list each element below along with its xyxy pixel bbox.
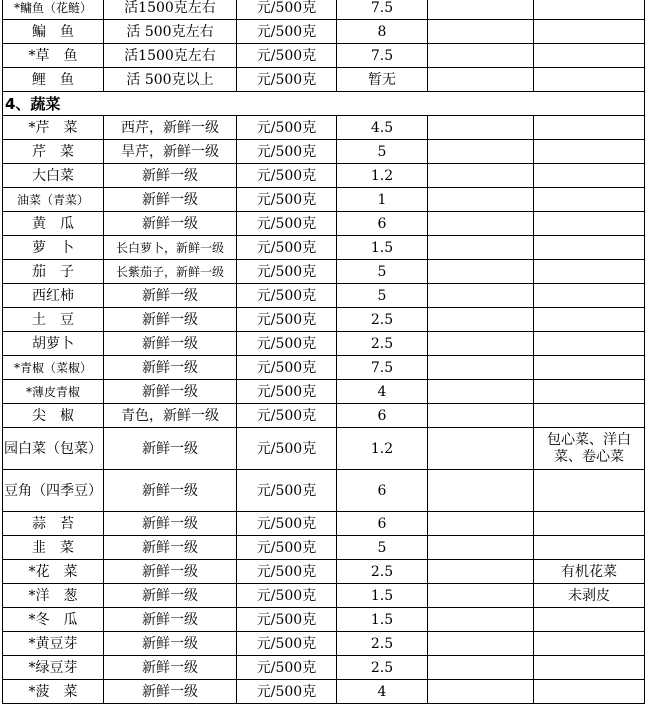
blank-cell bbox=[428, 308, 534, 332]
item-name-cell: 园白菜（包菜） bbox=[3, 428, 104, 470]
spec-cell: 活1500克左右 bbox=[104, 44, 237, 68]
notes-cell bbox=[534, 164, 645, 188]
notes-cell bbox=[534, 608, 645, 632]
notes-cell bbox=[534, 308, 645, 332]
notes-cell bbox=[534, 680, 645, 704]
price-cell: 7.5 bbox=[337, 44, 428, 68]
notes-cell bbox=[534, 512, 645, 536]
item-name-cell: 黄 瓜 bbox=[3, 212, 104, 236]
spec-cell: 新鲜一级 bbox=[104, 284, 237, 308]
unit-cell: 元/500克 bbox=[237, 236, 337, 260]
item-name-cell: 茄 子 bbox=[3, 260, 104, 284]
blank-cell bbox=[428, 332, 534, 356]
blank-cell bbox=[428, 380, 534, 404]
blank-cell bbox=[428, 284, 534, 308]
spec-cell: 新鲜一级 bbox=[104, 356, 237, 380]
price-cell: 4 bbox=[337, 680, 428, 704]
item-name-cell: *冬 瓜 bbox=[3, 608, 104, 632]
spec-cell: 新鲜一级 bbox=[104, 428, 237, 470]
price-cell: 1.2 bbox=[337, 428, 428, 470]
unit-cell: 元/500克 bbox=[237, 0, 337, 20]
table-row bbox=[3, 236, 645, 260]
spec-cell: 新鲜一级 bbox=[104, 470, 237, 512]
price-cell: 6 bbox=[337, 470, 428, 512]
item-name-cell: 韭 菜 bbox=[3, 536, 104, 560]
blank-cell bbox=[428, 560, 534, 584]
notes-cell bbox=[534, 380, 645, 404]
price-cell: 6 bbox=[337, 404, 428, 428]
price-cell: 2.5 bbox=[337, 308, 428, 332]
item-name-cell: *菠 菜 bbox=[3, 680, 104, 704]
spec-cell: 新鲜一级 bbox=[104, 680, 237, 704]
price-cell: 1.5 bbox=[337, 584, 428, 608]
table-row bbox=[3, 188, 645, 212]
notes-cell bbox=[534, 332, 645, 356]
table-row bbox=[3, 164, 645, 188]
table-row bbox=[3, 470, 645, 512]
notes-cell bbox=[534, 236, 645, 260]
unit-cell: 元/500克 bbox=[237, 44, 337, 68]
spec-cell: 新鲜一级 bbox=[104, 584, 237, 608]
notes-cell: 未剥皮 bbox=[534, 584, 645, 608]
unit-cell: 元/500克 bbox=[237, 260, 337, 284]
blank-cell bbox=[428, 428, 534, 470]
price-cell: 5 bbox=[337, 284, 428, 308]
notes-cell bbox=[534, 20, 645, 44]
item-name-cell: *鳙鱼（花鲢） bbox=[3, 0, 104, 20]
blank-cell bbox=[428, 164, 534, 188]
notes-cell bbox=[534, 656, 645, 680]
unit-cell: 元/500克 bbox=[237, 632, 337, 656]
notes-cell: 包心菜、洋白菜、卷心菜 bbox=[534, 428, 645, 470]
item-name-cell: 萝 卜 bbox=[3, 236, 104, 260]
blank-cell bbox=[428, 260, 534, 284]
blank-cell bbox=[428, 20, 534, 44]
notes-cell bbox=[534, 284, 645, 308]
unit-cell: 元/500克 bbox=[237, 512, 337, 536]
notes-cell bbox=[534, 140, 645, 164]
price-cell: 1 bbox=[337, 188, 428, 212]
price-cell: 1.5 bbox=[337, 608, 428, 632]
unit-cell: 元/500克 bbox=[237, 140, 337, 164]
notes-cell bbox=[534, 470, 645, 512]
item-name-cell: 土 豆 bbox=[3, 308, 104, 332]
item-name-cell: *薄皮青椒 bbox=[3, 380, 104, 404]
price-cell: 2.5 bbox=[337, 332, 428, 356]
price-cell: 5 bbox=[337, 536, 428, 560]
notes-cell: 有机花菜 bbox=[534, 560, 645, 584]
unit-cell: 元/500克 bbox=[237, 428, 337, 470]
table-row bbox=[3, 212, 645, 236]
table-row bbox=[3, 68, 645, 92]
spec-cell: 新鲜一级 bbox=[104, 560, 237, 584]
table-row bbox=[3, 680, 645, 704]
item-name-cell: *青椒（菜椒） bbox=[3, 356, 104, 380]
spec-cell: 新鲜一级 bbox=[104, 332, 237, 356]
blank-cell bbox=[428, 356, 534, 380]
price-cell: 7.5 bbox=[337, 356, 428, 380]
blank-cell bbox=[428, 188, 534, 212]
spec-cell: 活 500克左右 bbox=[104, 20, 237, 44]
unit-cell: 元/500克 bbox=[237, 188, 337, 212]
blank-cell bbox=[428, 44, 534, 68]
item-name-cell: 西红柿 bbox=[3, 284, 104, 308]
table-row bbox=[3, 332, 645, 356]
blank-cell bbox=[428, 536, 534, 560]
table-row bbox=[3, 632, 645, 656]
spec-cell: 新鲜一级 bbox=[104, 656, 237, 680]
unit-cell: 元/500克 bbox=[237, 560, 337, 584]
item-name-cell: *草 鱼 bbox=[3, 44, 104, 68]
table-row bbox=[3, 584, 645, 608]
blank-cell bbox=[428, 140, 534, 164]
item-name-cell: 蒜 苔 bbox=[3, 512, 104, 536]
table-row bbox=[3, 20, 645, 44]
item-name-cell: *黄豆芽 bbox=[3, 632, 104, 656]
item-name-cell: *绿豆芽 bbox=[3, 656, 104, 680]
notes-cell bbox=[534, 0, 645, 20]
spec-cell: 青色，新鲜一级 bbox=[104, 404, 237, 428]
unit-cell: 元/500克 bbox=[237, 380, 337, 404]
table-row bbox=[3, 608, 645, 632]
spec-cell: 长紫茄子，新鲜一级 bbox=[104, 260, 237, 284]
price-cell: 5 bbox=[337, 260, 428, 284]
blank-cell bbox=[428, 68, 534, 92]
price-cell: 8 bbox=[337, 20, 428, 44]
price-cell: 2.5 bbox=[337, 560, 428, 584]
spec-cell: 西芹，新鲜一级 bbox=[104, 116, 237, 140]
notes-cell bbox=[534, 44, 645, 68]
spec-cell: 活1500克左右 bbox=[104, 0, 237, 20]
blank-cell bbox=[428, 680, 534, 704]
spec-cell: 新鲜一级 bbox=[104, 212, 237, 236]
table-row bbox=[3, 428, 645, 470]
notes-cell bbox=[534, 536, 645, 560]
unit-cell: 元/500克 bbox=[237, 404, 337, 428]
blank-cell bbox=[428, 632, 534, 656]
price-cell: 暂无 bbox=[337, 68, 428, 92]
unit-cell: 元/500克 bbox=[237, 608, 337, 632]
blank-cell bbox=[428, 404, 534, 428]
blank-cell bbox=[428, 656, 534, 680]
unit-cell: 元/500克 bbox=[237, 356, 337, 380]
blank-cell bbox=[428, 512, 534, 536]
unit-cell: 元/500克 bbox=[237, 116, 337, 140]
notes-cell bbox=[534, 632, 645, 656]
price-cell: 7.5 bbox=[337, 0, 428, 20]
item-name-cell: *芹 菜 bbox=[3, 116, 104, 140]
blank-cell bbox=[428, 236, 534, 260]
spec-cell: 新鲜一级 bbox=[104, 188, 237, 212]
price-cell: 2.5 bbox=[337, 656, 428, 680]
table-row bbox=[3, 656, 645, 680]
table-row bbox=[3, 44, 645, 68]
unit-cell: 元/500克 bbox=[237, 164, 337, 188]
spec-cell: 新鲜一级 bbox=[104, 164, 237, 188]
spec-cell: 新鲜一级 bbox=[104, 608, 237, 632]
notes-cell bbox=[534, 260, 645, 284]
blank-cell bbox=[428, 608, 534, 632]
item-name-cell: *花 菜 bbox=[3, 560, 104, 584]
blank-cell bbox=[428, 0, 534, 20]
unit-cell: 元/500克 bbox=[237, 680, 337, 704]
unit-cell: 元/500克 bbox=[237, 656, 337, 680]
table-row bbox=[3, 512, 645, 536]
unit-cell: 元/500克 bbox=[237, 536, 337, 560]
item-name-cell: 豆角（四季豆） bbox=[3, 470, 104, 512]
unit-cell: 元/500克 bbox=[237, 308, 337, 332]
unit-cell: 元/500克 bbox=[237, 212, 337, 236]
price-cell: 4 bbox=[337, 380, 428, 404]
unit-cell: 元/500克 bbox=[237, 332, 337, 356]
price-table bbox=[2, 0, 645, 704]
table-row bbox=[3, 308, 645, 332]
blank-cell bbox=[428, 584, 534, 608]
price-cell: 5 bbox=[337, 140, 428, 164]
notes-cell bbox=[534, 404, 645, 428]
table-row bbox=[3, 284, 645, 308]
unit-cell: 元/500克 bbox=[237, 68, 337, 92]
unit-cell: 元/500克 bbox=[237, 20, 337, 44]
item-name-cell: 芹 菜 bbox=[3, 140, 104, 164]
price-cell: 4.5 bbox=[337, 116, 428, 140]
unit-cell: 元/500克 bbox=[237, 584, 337, 608]
spec-cell: 新鲜一级 bbox=[104, 512, 237, 536]
price-cell: 6 bbox=[337, 212, 428, 236]
section-title: 4、蔬菜 bbox=[3, 92, 645, 116]
price-cell: 1.5 bbox=[337, 236, 428, 260]
blank-cell bbox=[428, 470, 534, 512]
item-name-cell: 胡萝卜 bbox=[3, 332, 104, 356]
table-row bbox=[3, 140, 645, 164]
blank-cell bbox=[428, 212, 534, 236]
price-cell: 2.5 bbox=[337, 632, 428, 656]
notes-cell bbox=[534, 116, 645, 140]
notes-cell bbox=[534, 212, 645, 236]
notes-cell bbox=[534, 68, 645, 92]
notes-cell bbox=[534, 188, 645, 212]
spec-cell: 新鲜一级 bbox=[104, 308, 237, 332]
table-row bbox=[3, 0, 645, 20]
spec-cell: 新鲜一级 bbox=[104, 632, 237, 656]
spec-cell: 长白萝卜，新鲜一级 bbox=[104, 236, 237, 260]
unit-cell: 元/500克 bbox=[237, 284, 337, 308]
table-row bbox=[3, 116, 645, 140]
table-row bbox=[3, 560, 645, 584]
item-name-cell: 油菜（青菜） bbox=[3, 188, 104, 212]
unit-cell: 元/500克 bbox=[237, 470, 337, 512]
blank-cell bbox=[428, 116, 534, 140]
item-name-cell: 大白菜 bbox=[3, 164, 104, 188]
item-name-cell: 鲤 鱼 bbox=[3, 68, 104, 92]
spec-cell: 新鲜一级 bbox=[104, 536, 237, 560]
table-row bbox=[3, 260, 645, 284]
table-row bbox=[3, 536, 645, 560]
item-name-cell: 尖 椒 bbox=[3, 404, 104, 428]
spec-cell: 新鲜一级 bbox=[104, 380, 237, 404]
notes-cell bbox=[534, 356, 645, 380]
price-cell: 6 bbox=[337, 512, 428, 536]
item-name-cell: *洋 葱 bbox=[3, 584, 104, 608]
spec-cell: 活 500克以上 bbox=[104, 68, 237, 92]
spec-cell: 旱芹，新鲜一级 bbox=[104, 140, 237, 164]
table-row bbox=[3, 356, 645, 380]
table-row bbox=[3, 404, 645, 428]
item-name-cell: 鳊 鱼 bbox=[3, 20, 104, 44]
price-cell: 1.2 bbox=[337, 164, 428, 188]
table-row bbox=[3, 380, 645, 404]
section-row bbox=[3, 92, 645, 116]
price-table-body bbox=[3, 0, 645, 704]
